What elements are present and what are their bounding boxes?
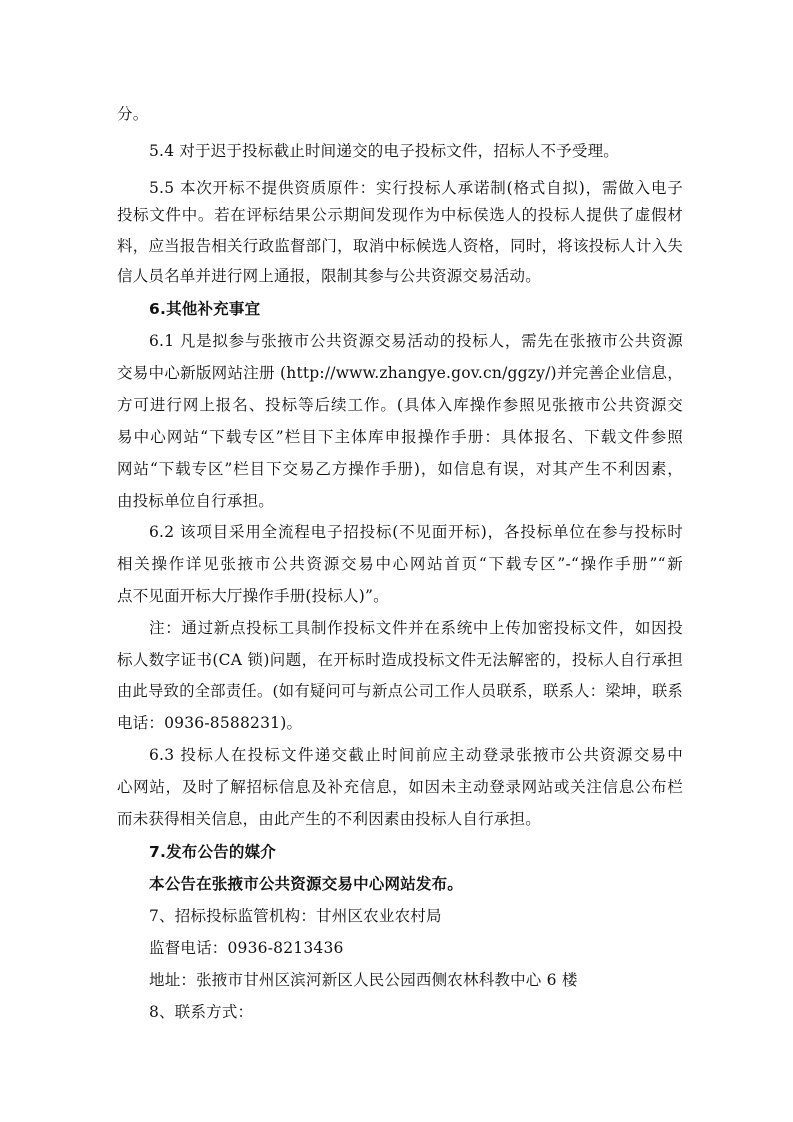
paragraph-line: 点不见面开标大厅操作手册(投标人)”。 [117,587,389,605]
paragraph-line: 注：通过新点投标工具制作投标文件并在系统中上传加密投标文件，如因投 [149,619,683,637]
paragraph-line: 投标文件中。若在评标结果公示期间发现作为中标侯选人的投标人提供了虚假材 [117,206,683,224]
bold-statement: 本公告在张掖市公共资源交易中心网站发布。 [149,875,464,893]
section-heading: 6.其他补充事宜 [149,300,261,318]
paragraph-line: 分。 [117,105,149,123]
paragraph-line: 料，应当报告相关行政监督部门，取消中标候选人资格，同时，将该投标人计入失 [117,237,683,255]
paragraph-line: 心网站，及时了解招标信息及补充信息，如因未主动登录网站或关注信息公布栏 [117,778,683,796]
paragraph-line: 相关操作详见张掖市公共资源交易中心网站首页“下载专区”-“操作手册”“新 [117,555,683,573]
paragraph-line: 网站“下载专区”栏目下交易乙方操作手册)，如信息有误，对其产生不利因素， [117,460,683,478]
paragraph-line: 由投标单位自行承担。 [117,492,275,510]
paragraph-line: 监督电话：0936-8213436 [149,939,344,957]
paragraph-line: 6.1 凡是拟参与张掖市公共资源交易活动的投标人，需先在张掖市公共资源 [149,332,683,350]
paragraph-line: 5.4 对于迟于投标截止时间递交的电子投标文件，招标人不予受理。 [149,142,619,160]
section-heading: 7.发布公告的媒介 [149,843,276,861]
paragraph-line: 易中心网站“下载专区”栏目下主体库申报操作手册：具体报名、下载文件参照 [117,428,683,446]
paragraph-line: 8、联系方式： [149,1003,254,1021]
paragraph-line: 7、招标投标监管机构：甘州区农业农村局 [149,907,442,925]
paragraph-line: 6.2 该项目采用全流程电子招投标(不见面开标)，各投标单位在参与投标时 [149,523,683,541]
paragraph-line: 而未获得相关信息，由此产生的不利因素由投标人自行承担。 [117,810,541,828]
paragraph-line: 信人员名单并进行网上通报，限制其参与公共资源交易活动。 [117,267,541,285]
paragraph-line: 电话：0936-8588231)。 [117,714,303,732]
paragraph-line: 标人数字证书(CA 锁)问题，在开标时造成投标文件无法解密的，投标人自行承担 [117,651,683,669]
paragraph-line: 由此导致的全部责任。(如有疑问可与新点公司工作人员联系，联系人：梁坤，联系 [117,682,683,700]
paragraph-line: 6.3 投标人在投标文件递交截止时间前应主动登录张掖市公共资源交易中 [149,746,683,764]
paragraph-line: 5.5 本次开标不提供资质原件：实行投标人承诺制(格式自拟)，需做入电子 [149,179,683,197]
paragraph-line: 交易中心新版网站注册 (http://www.zhangye.gov.cn/ggzy/)并完善企业信息， [117,364,683,382]
paragraph-line: 地址：张掖市甘州区滨河新区人民公园西侧农林科教中心 6 楼 [149,971,578,989]
paragraph-line: 方可进行网上报名、投标等后续工作。(具体入库操作参照见张掖市公共资源交 [117,396,683,414]
